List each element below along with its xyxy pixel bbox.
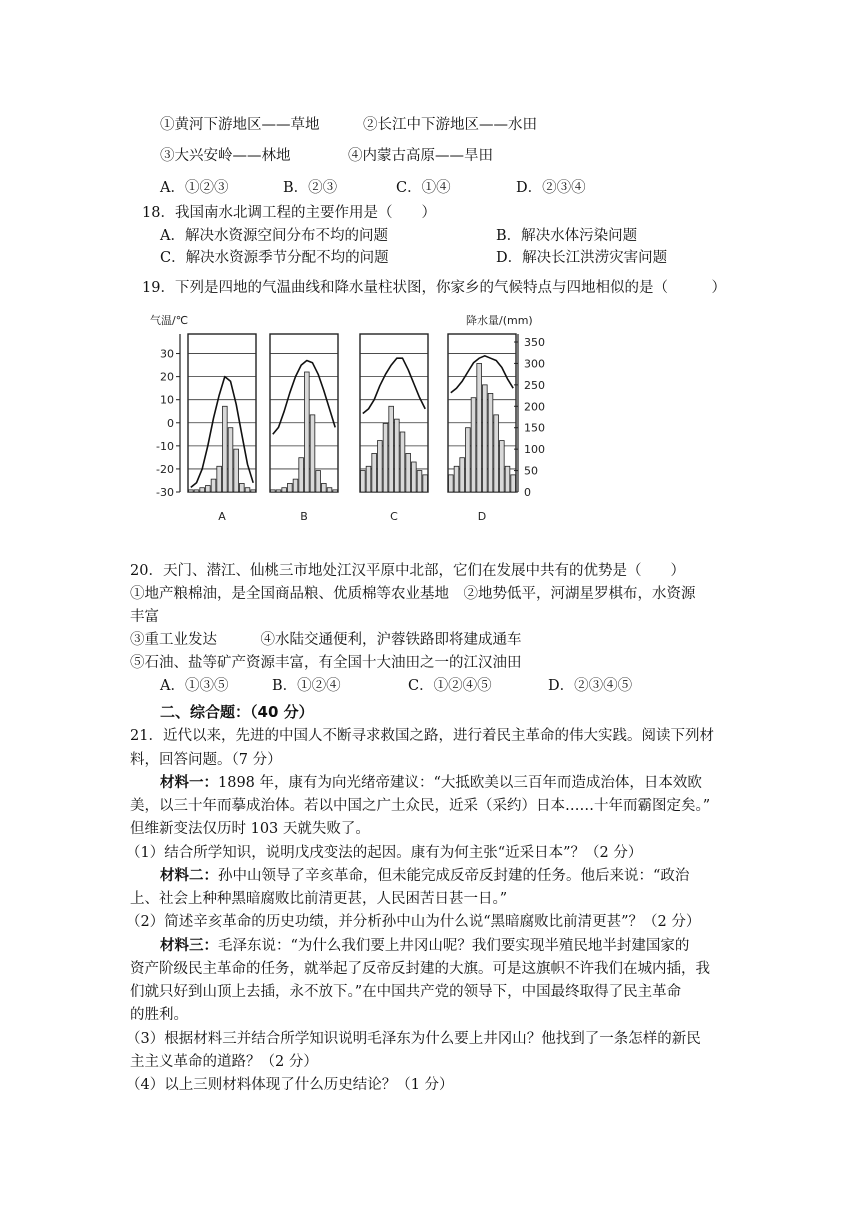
precipitation-bar: [412, 462, 417, 492]
temperature-tick: -20: [156, 462, 174, 476]
precipitation-bar: [494, 415, 499, 492]
panel-frame: [270, 334, 338, 492]
precipitation-tick: 300: [524, 357, 545, 371]
precipitation-bar: [389, 406, 394, 492]
precipitation-bar: [282, 488, 287, 492]
q20-option-3-4: ③重工业发达 ④水陆交通便利，沪蓉铁路即将建成通车: [130, 632, 522, 648]
precipitation-bar: [288, 483, 293, 492]
q20-choice-a: A．①③⑤: [160, 678, 229, 694]
precipitation-bar: [322, 483, 327, 492]
material-3-line4: 的胜利。: [130, 1007, 188, 1023]
precipitation-bar: [378, 441, 383, 492]
precipitation-bar: [488, 393, 493, 492]
precipitation-bar: [366, 466, 371, 492]
temperature-tick: -30: [156, 486, 174, 499]
temperature-curve: [273, 361, 335, 435]
precipitation-bar: [483, 385, 488, 492]
precipitation-bar: [206, 486, 211, 492]
precipitation-bar: [477, 363, 482, 492]
material-1-label: 材料一：: [160, 775, 218, 791]
climate-panel-D: [448, 334, 516, 523]
precipitation-tick: 100: [524, 443, 545, 457]
precipitation-bar: [211, 479, 216, 492]
precipitation-bar: [299, 458, 304, 492]
q21-sub-1: （1）结合所学知识，说明戊戌变法的起因。康有为何主张“近采日本”？（2 分）: [126, 845, 643, 861]
q20-option-2-cont: 丰富: [130, 609, 159, 625]
precipitation-bar: [333, 490, 338, 492]
material-2-label: 材料二：: [160, 868, 218, 884]
q21-sub-4: （4）以上三则材料体现了什么历史结论？（1 分）: [126, 1077, 454, 1093]
material-2-text: 孙中山领导了辛亥革命，但未能完成反帝反封建的任务。他后来说：“政治: [218, 868, 690, 884]
panel-label: A: [218, 510, 226, 523]
precipitation-tick: 0: [524, 486, 531, 499]
panel-label: B: [300, 510, 308, 523]
precipitation-bar: [223, 406, 228, 492]
temperature-curve: [363, 358, 425, 413]
temperature-tick: 20: [160, 370, 174, 384]
climate-panels: [188, 334, 516, 523]
section-title: 二、综合题：（40 分）: [160, 703, 314, 721]
precipitation-bar: [423, 475, 428, 492]
q20-choice-b: B．①②④: [272, 678, 341, 694]
precipitation-bar: [305, 372, 310, 492]
climate-panel-A: [188, 334, 256, 523]
precipitation-bar: [234, 449, 239, 492]
temperature-tick: 10: [160, 393, 174, 407]
precipitation-bar: [310, 415, 315, 492]
material-2-line2: 上、社会上种种黑暗腐败比前清更甚，人民困苦日甚一日。”: [130, 891, 508, 907]
q21-sub-3-line2: 主主义革命的道路？（2 分）: [130, 1054, 318, 1070]
precipitation-bar: [417, 471, 422, 492]
precipitation-bar: [245, 488, 250, 492]
precipitation-bar: [361, 471, 366, 492]
precipitation-bar: [400, 432, 405, 492]
precipitation-bar: [449, 475, 454, 492]
material-1-line3: 但维新变法仅历时 103 天就失败了。: [130, 821, 370, 837]
q17-choice-b: B．②③: [283, 180, 338, 196]
panel-frame: [188, 334, 256, 492]
climate-chart: [140, 306, 560, 528]
q17-choice-d: D．②③④: [516, 180, 586, 196]
precipitation-bar: [406, 453, 411, 492]
precipitation-bar: [460, 458, 465, 492]
q17-option-4: ④内蒙古高原——旱田: [348, 148, 493, 164]
q19-stem: 19．下列是四地的气温曲线和降水量柱状图，你家乡的气候特点与四地相似的是（ ）: [142, 280, 726, 296]
q17-choice-a: A．①②③: [160, 180, 229, 196]
precipitation-bar: [505, 466, 510, 492]
q18-choice-d: D．解决长江洪涝灾害问题: [496, 250, 668, 266]
q18-stem: 18．我国南水北调工程的主要作用是（ ）: [142, 205, 436, 221]
precipitation-bar: [189, 490, 194, 492]
q18-choice-c: C．解决水资源季节分配不均的问题: [160, 250, 389, 266]
q18-choice-b: B．解决水体污染问题: [496, 228, 638, 244]
material-3-line1: [160, 936, 689, 956]
precipitation-bar: [251, 490, 256, 492]
precipitation-axis-label: 降水量/(mm): [466, 314, 533, 327]
precipitation-tick-labels: [514, 334, 545, 499]
precipitation-bar: [276, 490, 281, 492]
q17-option-2: ②长江中下游地区——水田: [363, 117, 537, 133]
precipitation-bar: [471, 398, 476, 492]
precipitation-bar: [194, 490, 199, 492]
precipitation-tick: 150: [524, 421, 545, 435]
precipitation-tick: 200: [524, 400, 545, 414]
precipitation-bar: [327, 488, 332, 492]
temperature-tick: 0: [167, 416, 174, 430]
material-1-line1: [160, 773, 702, 793]
material-1-line2: 美，以三十年而摹成治体。若以中国之广土众民，近采（采约）日本……十年而霸图定矣。”: [130, 798, 711, 814]
precipitation-bar: [271, 490, 276, 492]
q18-choice-a: A．解决水资源空间分布不均的问题: [160, 228, 388, 244]
precipitation-bar: [500, 441, 505, 492]
q21-sub-3-line1: （3）根据材料三并结合所学知识说明毛泽东为什么要上井冈山？他找到了一条怎样的新民: [126, 1031, 701, 1047]
precipitation-bar: [293, 479, 298, 492]
precipitation-bar: [454, 466, 459, 492]
q20-option-5: ⑤石油、盐等矿产资源丰富，有全国十大油田之一的江汉油田: [130, 655, 522, 671]
panel-label: D: [477, 510, 487, 523]
q21-intro-line2: 料，回答问题。（7 分）: [130, 752, 282, 768]
temperature-tick: -10: [156, 439, 174, 453]
panel-label: C: [390, 510, 398, 523]
temperature-curve: [191, 377, 253, 488]
q17-choice-c: C．①④: [396, 180, 451, 196]
material-2-line1: [160, 866, 689, 886]
temperature-axis-label: 气温/℃: [150, 314, 189, 327]
climate-panel-B: [270, 334, 338, 523]
precipitation-bar: [395, 419, 400, 492]
precipitation-bar: [228, 428, 233, 492]
precipitation-bar: [217, 466, 222, 492]
material-3-label: 材料三：: [160, 938, 218, 954]
temperature-tick: 30: [160, 347, 174, 361]
precipitation-bar: [316, 471, 321, 492]
temperature-curve: [451, 356, 513, 393]
q17-option-3: ③大兴安岭——林地: [160, 148, 291, 164]
climate-panel-C: [360, 334, 428, 523]
precipitation-tick: 50: [524, 464, 538, 478]
precipitation-bar: [466, 428, 471, 492]
q20-choice-d: D．②③④⑤: [548, 678, 633, 694]
precipitation-bar: [372, 453, 377, 492]
q20-choice-c: C．①②④⑤: [408, 678, 492, 694]
q21-sub-2: （2）简述辛亥革命的历史功绩，并分析孙中山为什么说“黑暗腐败比前清更甚”？（2 分）: [126, 914, 701, 930]
q20-option-1-2: ①地产粮棉油，是全国商品粮、优质棉等农业基地 ②地势低平，河湖星罗棋布，水资源: [130, 586, 696, 602]
q20-stem: 20．天门、潜江、仙桃三市地处江汉平原中北部，它们在发展中共有的优势是（ ）: [130, 563, 685, 579]
precipitation-bar: [200, 488, 205, 492]
material-3-line3: 们就只好到山顶上去插，永不放下。”在中国共产党的领导下，中国最终取得了民主革命: [130, 984, 682, 1000]
material-3-text: 毛泽东说：“为什么我们要上井冈山呢？我们要实现半殖民地半封建国家的: [218, 938, 690, 954]
precipitation-tick: 350: [524, 336, 545, 349]
temperature-tick-labels: [156, 334, 180, 499]
precipitation-bar: [511, 475, 516, 492]
q17-option-1: ①黄河下游地区——草地: [160, 117, 320, 133]
precipitation-bar: [383, 423, 388, 492]
q21-intro-line1: 21．近代以来，先进的中国人不断寻求救国之路，进行着民主革命的伟大实践。阅读下列材: [130, 728, 714, 744]
material-1-text: 1898 年，康有为向光绪帝建议：“大抵欧美以三百年而造成治体，日本效欧: [218, 775, 702, 791]
precipitation-bar: [240, 483, 245, 492]
precipitation-tick: 250: [524, 378, 545, 392]
material-3-line2: 资产阶级民主革命的任务，就举起了反帝反封建的大旗。可是这旗帜不许我们在城内插，我: [130, 961, 710, 977]
